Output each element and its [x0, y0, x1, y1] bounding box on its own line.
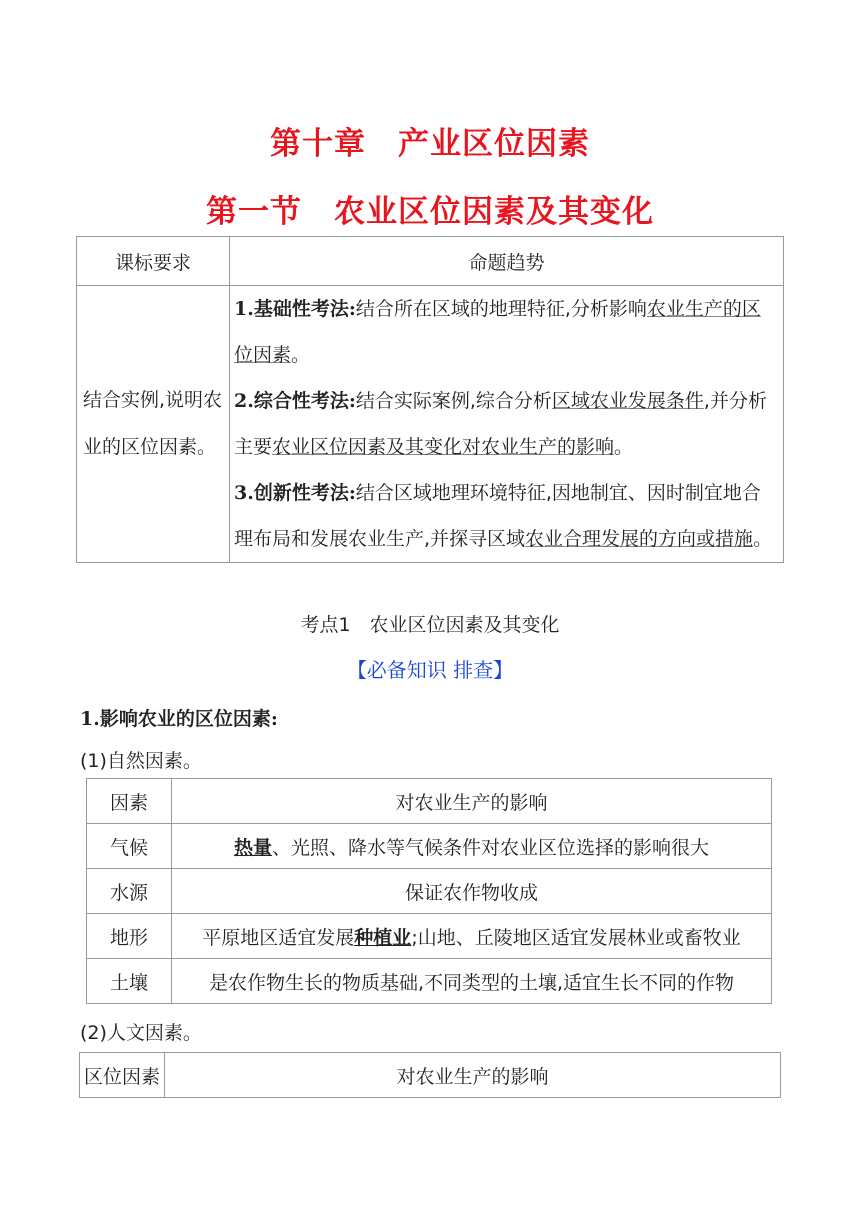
- factors-heading: 1.影响农业的区位因素:: [80, 708, 278, 730]
- human-factors-heading: (2)人文因素。: [80, 1022, 202, 1044]
- trend-item-1: 1.基础性考法:结合所在区域的地理特征,分析影响农业生产的区位因素。: [234, 298, 761, 366]
- curriculum-requirement: 结合实例,说明农业的区位因素。: [77, 286, 230, 563]
- trend-item-2: 2.综合性考法:结合实际案例,综合分析区域农业发展条件,并分析主要农业区位因素及其变化对农业生产的影响。: [234, 390, 767, 458]
- header-curriculum: 课标要求: [77, 237, 230, 286]
- requirements-table: [76, 236, 784, 563]
- table-row: 土壤 是农作物生长的物质基础,不同类型的土壤,适宜生长不同的作物: [87, 959, 772, 1004]
- table-row: 气候 热量、光照、降水等气候条件对农业区位选择的影响很大: [87, 824, 772, 869]
- trend-item-3: 3.创新性考法:结合区域地理环境特征,因地制宜、因时制宜地合理布局和发展农业生产,并探寻区域农业合理发展的方向或措施。: [234, 482, 773, 550]
- trend-list: [230, 286, 784, 563]
- table-row: 水源 保证农作物收成: [87, 869, 772, 914]
- header-impact: 对农业生产的影响: [165, 1053, 781, 1098]
- must-know-heading: 【必备知识 排查】: [346, 658, 514, 682]
- header-trend: 命题趋势: [230, 237, 784, 286]
- header-location-factor: 区位因素: [80, 1053, 165, 1098]
- human-factors-table: [79, 1052, 781, 1098]
- header-factor: 因素: [87, 779, 172, 824]
- chapter-title: 第十章 产业区位因素: [270, 126, 590, 162]
- header-impact: 对农业生产的影响: [172, 779, 772, 824]
- exam-point-heading: 考点1 农业区位因素及其变化: [300, 614, 560, 636]
- natural-factors-table: [86, 778, 772, 1004]
- natural-factors-heading: (1)自然因素。: [80, 750, 202, 772]
- section-title: 第一节 农业区位因素及其变化: [206, 194, 654, 230]
- table-row: 地形 平原地区适宜发展种植业;山地、丘陵地区适宜发展林业或畜牧业: [87, 914, 772, 959]
